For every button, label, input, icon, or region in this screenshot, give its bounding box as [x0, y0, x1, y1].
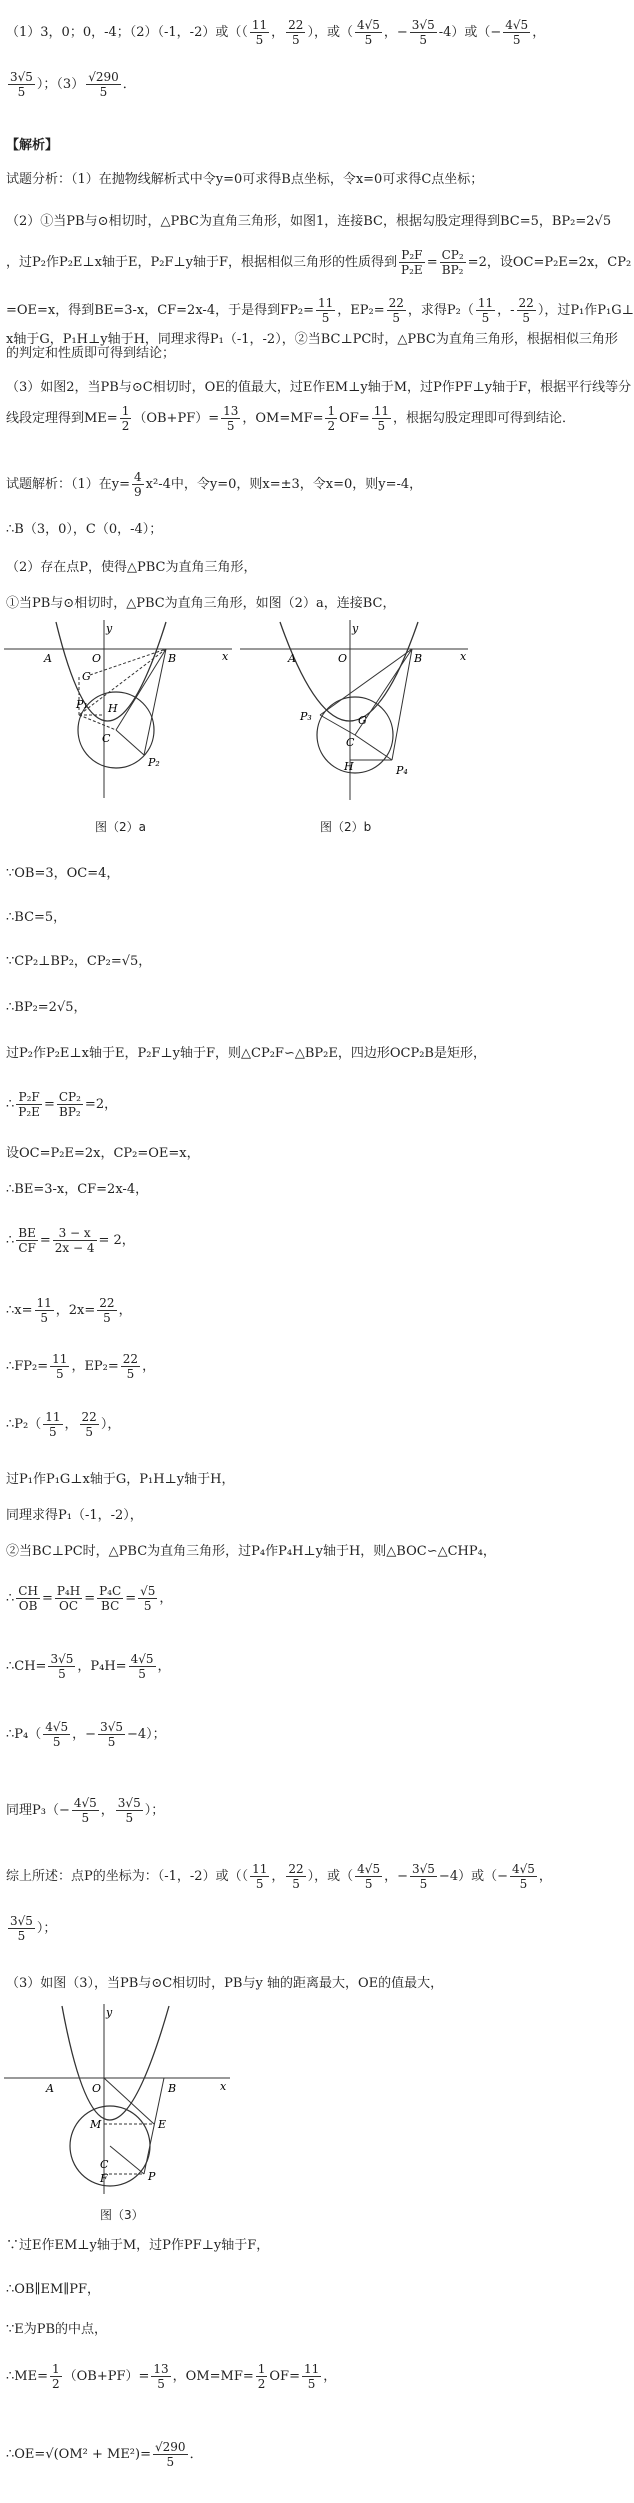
solution-s1: 试题解析：（1）在y= $\frac{4}{9}$ x²-4中，令y=0，则x=±3，令x=0，则y=-4，	[6, 470, 423, 499]
analysis-p2b: ，过P₂作P₂E⊥x轴于E，P₂F⊥y轴于F，根据相似三角形的性质得到 $\frac{\text{P₂F}}{\text{P₂E}}$ = $\frac{\text{CP₂}}{\text{BP₂}}$ =2，设OC=P₂E=2x，CP₂	[6, 248, 632, 277]
fig-b-label-H: H	[344, 760, 354, 773]
fig-a-label-y: y	[106, 622, 113, 635]
solution-s16: ∴P₂（ $\frac{11}{5}$ ， $\frac{22}{5}$ ），	[6, 1410, 121, 1439]
solution-s25: $\frac{3√5}{5}$ ）；	[10, 1914, 57, 1943]
fig-3-label-E: E	[158, 2118, 167, 2131]
fig-3-label-y: y	[106, 2006, 113, 2019]
caption-3: 图（3）	[100, 2208, 144, 2222]
solution-s31: ∴OE=√(OM² + ME²)= $\frac{√290}{5}$ ．	[6, 2440, 203, 2469]
solution-s10: ∴ $\frac{\text{P₂F}}{\text{P₂E}}$ = $\frac{\text{CP₂}}{\text{BP₂}}$ =2，	[6, 1090, 118, 1119]
solution-s3: （2）存在点P，使得△PBC为直角三角形，	[6, 560, 257, 575]
analysis-p3a: （3）如图2，当PB与⊙C相切时，OE的值最大，过E作EM⊥y轴于M，过P作PF⊥y轴于F，根据平行线等分	[6, 380, 632, 395]
analysis-p2d: x轴于G，P₁H⊥y轴于H，同理求得P₁（-1，-2），②当BC⊥PC时，△PBC为直角三角形，根据相似三角形	[6, 332, 618, 347]
solution-s13: ∴ $\frac{BE}{CF}$ = $\frac{3 - x}{2x - 4}$ = 2，	[6, 1226, 135, 1255]
solution-s30: ∴ME= $\frac{1}{2}$ （OB+PF）= $\frac{13}{5}$ ，OM=MF= $\frac{1}{2}$ OF= $\frac{11}{5}$ ，	[6, 2362, 337, 2391]
fig-b-label-P3: P₃	[300, 710, 312, 723]
solution-s6: ∴BC=5，	[6, 910, 67, 925]
solution-s29: ∵E为PB的中点，	[6, 2322, 108, 2337]
fig-b-label-G: G	[358, 714, 367, 727]
solution-s11: 设OC=P₂E=2x，CP₂=OE=x，	[6, 1146, 200, 1161]
fig-b-label-x: x	[460, 650, 467, 663]
solution-s4: ①当PB与⊙相切时，△PBC为直角三角形，如图（2）a，连接BC，	[6, 596, 396, 611]
solution-s12: ∴BE=3-x，CF=2x-4，	[6, 1182, 149, 1197]
answer-line-1: （1）3，0；0，-4；（2）（-1，-2）或（（ $\frac{11}{5}$ ， $\frac{22}{5}$ ），或（ $\frac{4√5}{5}$ ，− $\frac{3√5}{5}$ -4）或（− $\frac{4√5}{5}$ ，	[6, 18, 546, 47]
fig-b-label-C: C	[346, 736, 355, 749]
analysis-title: 【解析】	[6, 138, 59, 153]
figure-2a	[4, 620, 234, 810]
fig-3-label-O: O	[92, 2082, 102, 2095]
solution-s15: ∴FP₂= $\frac{11}{5}$ ，EP₂= $\frac{22}{5}$ ，	[6, 1352, 156, 1381]
fig-a-label-H: H	[108, 702, 118, 715]
fig-3-label-F: F	[100, 2172, 108, 2185]
fig-3-label-B: B	[168, 2082, 177, 2095]
figure-3	[4, 2004, 234, 2204]
solution-s28: ∴OB∥EM∥PF，	[6, 2282, 101, 2297]
answer-line-2: $\frac{3√5}{5}$ ）；（3） $\frac{√290}{5}$ ．	[10, 70, 136, 99]
solution-s24: 综上所述：点P的坐标为：（-1，-2）或（（ $\frac{11}{5}$ ， $\frac{22}{5}$ ），或（ $\frac{4√5}{5}$ ，− $\frac{3√5}{5}$ −4）或（− $\frac{4√5}{5}$ ，	[6, 1862, 552, 1891]
fig-a-label-x: x	[222, 650, 229, 663]
analysis-p2c: =OE=x，得到BE=3-x，CF=2x-4，于是得到FP₂= $\frac{11}{5}$ ，EP₂= $\frac{22}{5}$ ，求得P₂（ $\frac{11}{5}$ ，- $\frac{22}{5}$ ），过P₁作P₁G⊥	[6, 296, 634, 325]
fig-a-label-C: C	[102, 732, 111, 745]
fig-a-label-P2: P₂	[148, 756, 160, 769]
analysis-p2e: 的判定和性质即可得到结论；	[6, 346, 176, 361]
solution-s19: ②当BC⊥PC时，△PBC为直角三角形，过P₄作P₄H⊥y轴于H，则△BOC∽△CHP₄，	[6, 1544, 496, 1559]
fig-b-label-P4: P₄	[396, 764, 408, 777]
fig-3-label-x: x	[220, 2080, 227, 2093]
solution-s22: ∴P₄（ $\frac{4√5}{5}$ ，− $\frac{3√5}{5}$ −4）；	[6, 1720, 166, 1749]
fig-a-label-G: G	[82, 670, 91, 683]
solution-s8: ∴BP₂=2√5，	[6, 1000, 87, 1015]
solution-s23: 同理P₃（− $\frac{4√5}{5}$ ， $\frac{3√5}{5}$ ）；	[6, 1796, 165, 1825]
fig-b-label-A: A	[288, 652, 296, 665]
fig-b-label-B: B	[414, 652, 423, 665]
analysis-p1: 试题分析：（1）在抛物线解析式中令y=0可求得B点坐标，令x=0可求得C点坐标；	[6, 172, 484, 187]
solution-s21: ∴CH= $\frac{3√5}{5}$ ，P₄H= $\frac{4√5}{5}$ ，	[6, 1652, 171, 1681]
solution-s26: （3）如图（3），当PB与⊙C相切时，PB与y 轴的距离最大，OE的值最大，	[6, 1976, 444, 1991]
fig-3-label-A: A	[46, 2082, 54, 2095]
solution-s27: ∵过E作EM⊥y轴于M，过P作PF⊥y轴于F，	[6, 2238, 270, 2253]
fig-b-label-O: O	[338, 652, 348, 665]
solution-s17: 过P₁作P₁G⊥x轴于G，P₁H⊥y轴于H，	[6, 1472, 235, 1487]
fig-b-label-y: y	[352, 622, 359, 635]
solution-s18: 同理求得P₁（-1，-2），	[6, 1508, 143, 1523]
fig-a-label-A: A	[44, 652, 52, 665]
figure-2b	[240, 620, 470, 810]
fig-a-label-B: B	[168, 652, 177, 665]
analysis-p3b: 线段定理得到ME= $\frac{1}{2}$ （OB+PF）= $\frac{13}{5}$ ，OM=MF= $\frac{1}{2}$ OF= $\frac{11}{5}$ ，根据勾股定理即可得到结论．	[6, 404, 575, 433]
solution-s2: ∴B（3，0），C（0，-4）；	[6, 522, 163, 537]
caption-2b: 图（2）b	[320, 820, 372, 834]
caption-2a: 图（2）a	[95, 820, 146, 834]
solution-s7: ∵CP₂⊥BP₂，CP₂=√5，	[6, 954, 152, 969]
fig-3-label-C: C	[100, 2158, 109, 2171]
solution-s14: ∴x= $\frac{11}{5}$ ，2x= $\frac{22}{5}$ ，	[6, 1296, 132, 1325]
analysis-p2a: （2）①当PB与⊙相切时，△PBC为直角三角形，如图1，连接BC，根据勾股定理得到BC=5，BP₂=2√5	[6, 214, 612, 229]
solution-s5: ∵OB=3，OC=4，	[6, 866, 120, 881]
solution-s9: 过P₂作P₂E⊥x轴于E，P₂F⊥y轴于F，则△CP₂F∽△BP₂E，四边形OCP₂B是矩形，	[6, 1046, 486, 1061]
fig-a-label-P1: P₁	[76, 698, 88, 711]
fig-3-label-P: P	[148, 2170, 156, 2183]
fig-3-label-M: M	[90, 2118, 102, 2131]
fig-a-label-O: O	[92, 652, 102, 665]
solution-s20: ∴ $\frac{CH}{OB}$ = $\frac{\text{P₄H}}{OC}$ = $\frac{\text{P₄C}}{BC}$ = $\frac{√5}{5}$ ，	[6, 1584, 173, 1613]
